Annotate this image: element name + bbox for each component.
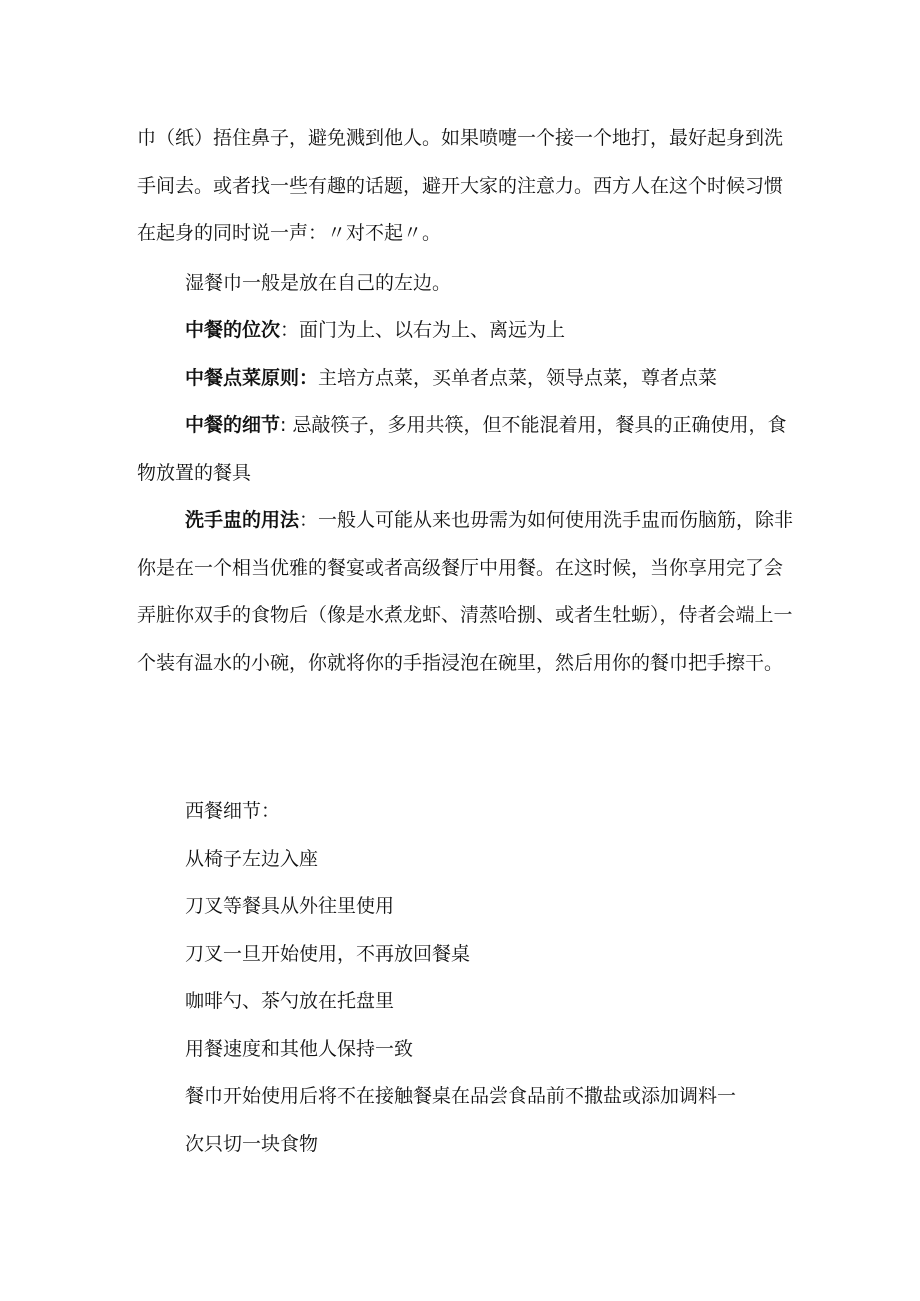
wet-towel-paragraph: 湿餐巾一般是放在自己的左边。 <box>185 272 452 294</box>
finger-bowl-paragraph <box>137 497 797 687</box>
seating-text: ：面门为上、以右为上、离远为上 <box>280 319 566 341</box>
western-item: 餐巾开始使用后将不在接触餐桌在品尝食品前不撒盐或添加调料一 <box>185 1085 737 1107</box>
details-heading: 中餐的细节 <box>185 414 281 436</box>
ordering-text: 主培方点菜，买单者点菜，领导点菜，尊者点菜 <box>318 367 718 389</box>
western-item: 用餐速度和其他人保持一致 <box>185 1038 414 1060</box>
seating-paragraph <box>137 307 797 355</box>
western-item: 次只切一块食物 <box>185 1133 319 1155</box>
details-paragraph <box>137 402 797 497</box>
western-item: 从椅子左边入座 <box>185 848 319 870</box>
western-title: 西餐细节： <box>185 800 281 822</box>
details-text: : 忌敲筷子，多用共筷，但不能混着用，餐具的正确使用，食物放置的餐具 <box>137 414 787 484</box>
western-item: 咖啡勺、茶勺放在托盘里 <box>185 990 395 1012</box>
ordering-heading: 中餐点菜原则： <box>185 367 319 389</box>
finger-bowl-heading: 洗手盅的用法 <box>185 509 300 531</box>
western-item: 刀叉等餐具从外往里使用 <box>185 895 395 917</box>
seating-heading: 中餐的位次 <box>185 319 281 341</box>
sneeze-paragraph: 巾（纸）捂住鼻子，避免溅到他人。如果喷嚏一个接一个地打，最好起身到洗手间去。或者找一些有趣的话题，避开大家的注意力。西方人在这个时候习惯在起身的同时说一声：〃对不起〃。 <box>137 127 784 244</box>
finger-bowl-text: ：一般人可能从来也毋需为如何使用洗手盅而伤脑筋，除非你是在一个相当优雅的餐宴或者高级餐厅中用餐。在这时候，当你享用完了会弄脏你双手的食物后（像是水煮龙虾、清蒸哈捌、或者生牡蛎），侍者会端上一个装有温水的小碗，你就将你的手指浸泡在碗里，然后用你的餐巾把手擦干。 <box>137 509 794 674</box>
ordering-paragraph <box>137 355 797 403</box>
western-item: 刀叉一旦开始使用，不再放回餐桌 <box>185 943 471 965</box>
